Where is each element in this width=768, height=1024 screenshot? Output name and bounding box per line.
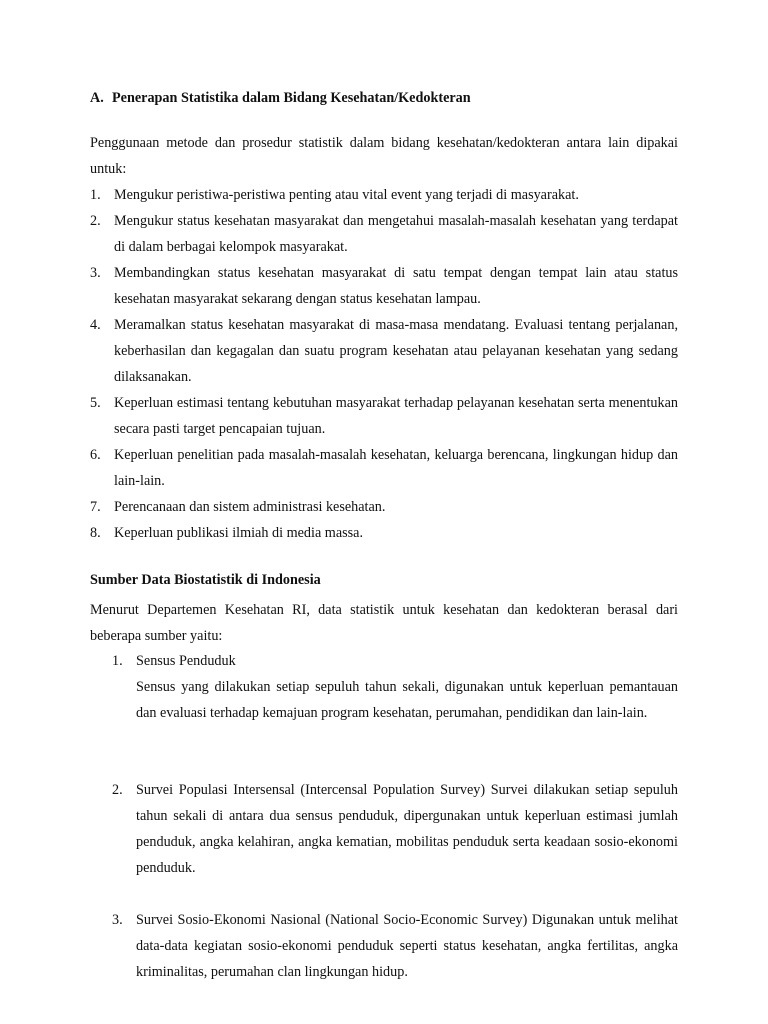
source-description: Sensus yang dilakukan setiap sepuluh tahun sekali, digunakan untuk keperluan pemantauan dan evaluasi terhadap kemajuan program kesehatan, perumahan, pendidikan dan lain-lain. <box>136 679 678 721</box>
list-item <box>90 260 678 312</box>
list-item-number: 2. <box>90 213 101 229</box>
section-b-intro: Menurut Departemen Kesehatan RI, data statistik untuk kesehatan dan kedokteran berasal dari beberapa sumber yaitu: <box>90 602 678 644</box>
source-list <box>112 777 678 881</box>
list-item-number: 5. <box>90 395 101 411</box>
list-item <box>90 520 678 546</box>
list-item-number: 7. <box>90 499 101 515</box>
usage-list <box>90 182 678 546</box>
list-item-number: 1. <box>90 187 101 203</box>
list-item <box>90 442 678 494</box>
list-item-number: 6. <box>90 447 101 463</box>
list-item-text: Mengukur status kesehatan masyarakat dan mengetahui masalah-masalah kesehatan yang terdapat di dalam berbagai kelompok masyarakat. <box>114 213 678 255</box>
source-text: Survei Populasi Intersensal (Intercensal Population Survey) Survei dilakukan setiap sepuluh tahun sekali di antara dua sensus penduduk, dipergunakan untuk keperluan estimasi jumlah penduduk, angka kelahiran, angka kematian, mobilitas penduduk serta keadaan sosio-ekonomi penduduk. <box>136 782 678 876</box>
section-a-intro: Penggunaan metode dan prosedur statistik dalam bidang kesehatan/kedokteran antara lain dipakai untuk: <box>90 135 678 177</box>
list-item-text: Membandingkan status kesehatan masyarakat di satu tempat dengan tempat lain atau status kesehatan masyarakat sekarang dengan status kesehatan lampau. <box>114 265 678 307</box>
list-item-text: Keperluan penelitian pada masalah-masalah kesehatan, keluarga berencana, lingkungan hidup dan lain-lain. <box>114 447 678 489</box>
source-number: 3. <box>112 912 123 928</box>
section-a-heading <box>90 90 471 107</box>
list-item-text: Keperluan publikasi ilmiah di media massa. <box>114 525 364 541</box>
source-list <box>112 907 678 985</box>
list-item-text: Mengukur peristiwa-peristiwa penting atau vital event yang terjadi di masyarakat. <box>114 187 579 203</box>
list-item-number: 3. <box>90 265 101 281</box>
section-a-letter: A. <box>90 90 104 106</box>
source-item <box>112 907 678 985</box>
list-item-text: Meramalkan status kesehatan masyarakat di masa-masa mendatang. Evaluasi tentang perjalanan, keberhasilan dan kegagalan dan suatu program kesehatan atau pelayanan kesehatan yang sedang dilaksanakan. <box>114 317 678 385</box>
source-number: 2. <box>112 782 123 798</box>
list-item-number: 8. <box>90 525 101 541</box>
list-item-text: Keperluan estimasi tentang kebutuhan masyarakat terhadap pelayanan kesehatan serta menentukan secara pasti target pencapaian tujuan. <box>114 395 678 437</box>
section-a-title: Penerapan Statistika dalam Bidang Kesehatan/Kedokteran <box>112 90 471 106</box>
list-item-number: 4. <box>90 317 101 333</box>
list-item <box>90 182 678 208</box>
list-item <box>90 208 678 260</box>
source-item <box>112 648 678 726</box>
source-item <box>112 777 678 881</box>
source-list <box>112 648 678 726</box>
source-number: 1. <box>112 653 123 669</box>
list-item <box>90 390 678 442</box>
list-item <box>90 312 678 390</box>
source-text: Survei Sosio-Ekonomi Nasional (National Socio-Economic Survey) Digunakan untuk melihat data-data kegiatan sosio-ekonomi penduduk seperti status kesehatan, angka fertilitas, angka kriminalitas, perumahan clan lingkungan hidup. <box>136 912 678 980</box>
section-b-title: Sumber Data Biostatistik di Indonesia <box>90 572 321 588</box>
source-name: Sensus Penduduk <box>136 653 236 669</box>
list-item <box>90 494 678 520</box>
list-item-text: Perencanaan dan sistem administrasi kesehatan. <box>114 499 386 515</box>
